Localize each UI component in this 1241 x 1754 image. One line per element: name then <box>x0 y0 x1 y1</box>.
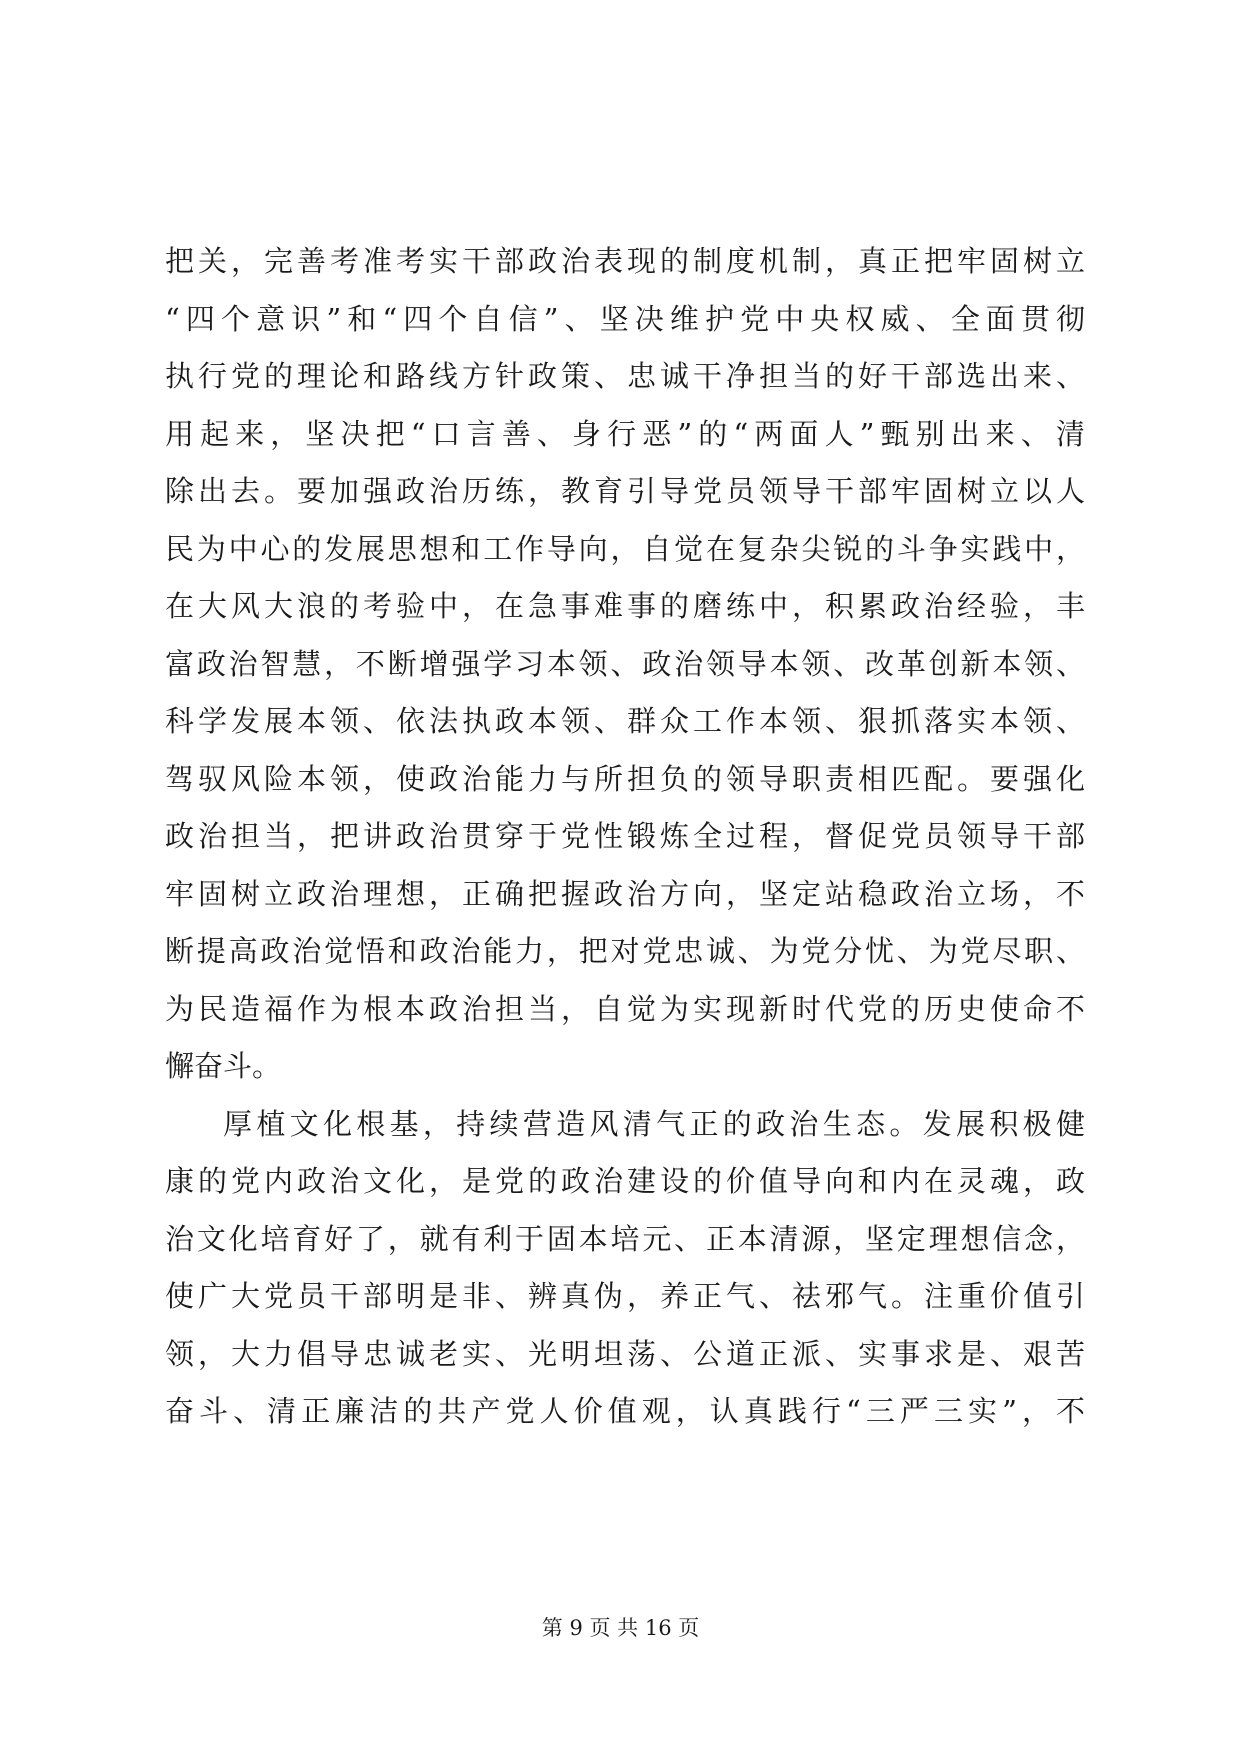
paragraph-start-line: 厚植文化根基，持续营造风清气正的政治生态。发展积极健 <box>223 1106 1085 1141</box>
text-line: 驾驭风险本领，使政治能力与所担负的领导职责相匹配。要强化 <box>165 761 1085 796</box>
text-line: 富政治智慧，不断增强学习本领、政治领导本领、改革创新本领、 <box>165 646 1085 681</box>
text-line: 执行党的理论和路线方针政策、忠诚干净担当的好干部选出来、 <box>165 359 1085 393</box>
text-line: 除出去。要加强政治历练，教育引导党员领导干部牢固树立以人 <box>165 474 1085 508</box>
text-line: “四个意识”和“四个自信”、坚决维护党中央权威、全面贯彻 <box>165 301 1085 336</box>
text-line: 用起来，坚决把“口言善、身行恶”的“两面人”甄别出来、清 <box>165 416 1085 451</box>
text-line: 政治担当，把讲政治贯穿于党性锻炼全过程，督促党员领导干部 <box>165 819 1085 853</box>
text-line: 治文化培育好了，就有利于固本培元、正本清源，坚定理想信念， <box>165 1221 1085 1256</box>
text-line: 民为中心的发展思想和工作导向，自觉在复杂尖锐的斗争实践中， <box>165 531 1085 566</box>
text-line: 牢固树立政治理想，正确把握政治方向，坚定站稳政治立场，不 <box>165 876 1085 911</box>
body-text <box>165 233 1085 1441</box>
text-line: 科学发展本领、依法执政本领、群众工作本领、狠抓落实本领、 <box>165 704 1085 738</box>
paragraph-end-line: 懈奋斗。 <box>165 1049 282 1083</box>
text-line: 领，大力倡导忠诚老实、光明坦荡、公道正派、实事求是、艰苦 <box>165 1336 1085 1371</box>
text-line: 奋斗、清正廉洁的共产党人价值观，认真践行“三严三实”，不 <box>165 1394 1085 1428</box>
text-line: 康的党内政治文化，是党的政治建设的价值导向和内在灵魂，政 <box>165 1164 1085 1198</box>
text-line: 断提高政治觉悟和政治能力，把对党忠诚、为党分忧、为党尽职、 <box>165 934 1085 968</box>
text-line: 为民造福作为根本政治担当，自觉为实现新时代党的历史使命不 <box>165 991 1085 1026</box>
text-line: 把关，完善考准考实干部政治表现的制度机制，真正把牢固树立 <box>165 244 1085 278</box>
text-line: 在大风大浪的考验中，在急事难事的磨练中，积累政治经验，丰 <box>165 589 1085 623</box>
text-line: 使广大党员干部明是非、辨真伪，养正气、祛邪气。注重价值引 <box>165 1279 1085 1313</box>
page-number-footer: 第 9 页 共 16 页 <box>541 1616 700 1640</box>
